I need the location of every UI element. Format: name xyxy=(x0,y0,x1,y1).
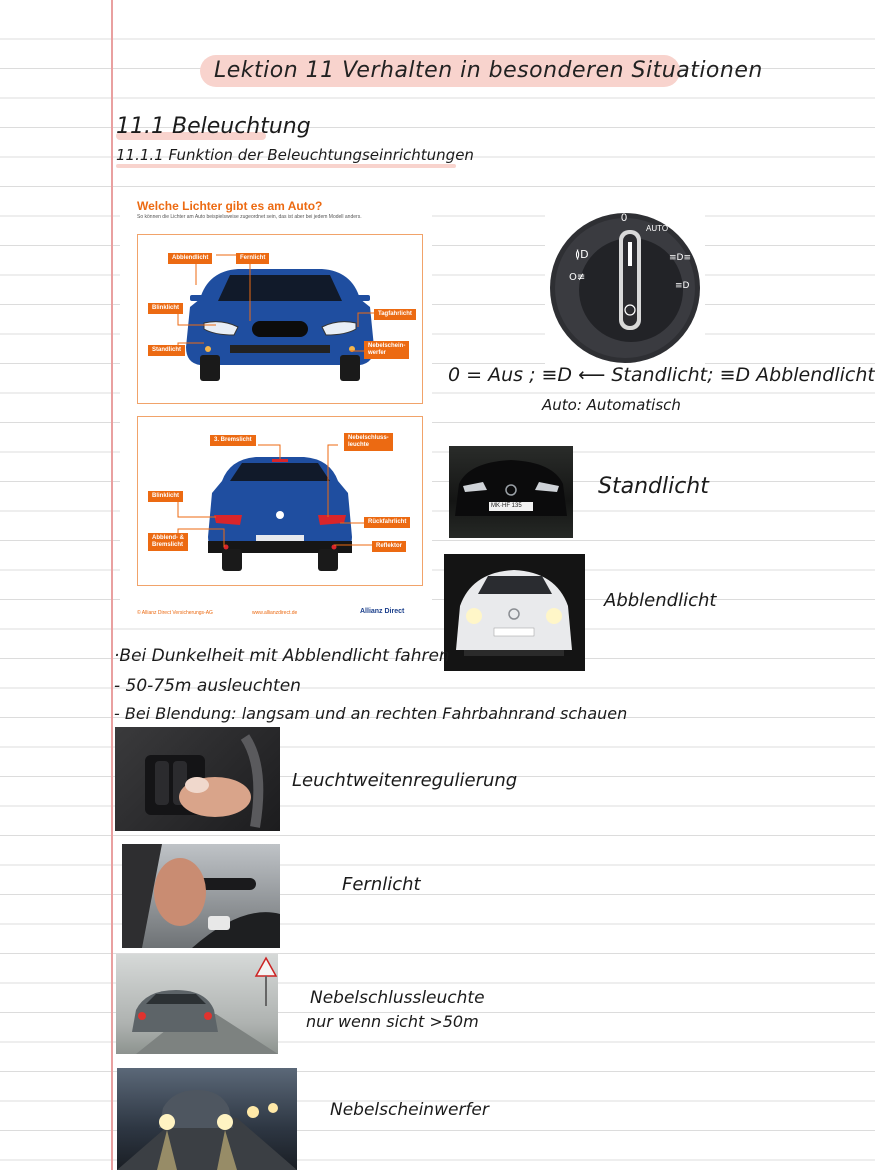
nebelschluss-car-image xyxy=(116,954,278,1054)
tag-tagfahrlicht: Tagfahrlicht xyxy=(374,309,416,320)
allianz-logo: Allianz Direct xyxy=(360,608,405,615)
standlicht-note: Standlicht xyxy=(598,474,709,499)
note-bullet-dunkelheit: ·Bei Dunkelheit mit Abblendlicht fahren xyxy=(114,646,450,666)
infographic-copyright: © Allianz Direct Versicherungs-AG xyxy=(137,610,213,616)
tag-fernlicht: Fernlicht xyxy=(236,253,269,264)
fernlicht-note: Fernlicht xyxy=(342,874,421,895)
standlicht-photo xyxy=(449,446,573,538)
rear-fog-icon: O≢ xyxy=(569,272,586,283)
tag-rueckfahrlicht: Rückfahrlicht xyxy=(364,517,410,528)
fernlicht-stalk-image xyxy=(122,844,280,948)
tag-blinklicht-rear: Blinklicht xyxy=(148,491,183,502)
abblendlicht-car-image xyxy=(444,554,585,671)
tag-nebelscheinwerfer xyxy=(364,341,409,359)
standlicht-car-image xyxy=(449,446,573,538)
switch-legend-note: 0 = Aus ; ≡D ⟵ Standlicht; ≡D Abblendlicht xyxy=(448,364,875,386)
tag-nebelscheinwerfer-line2: werfer xyxy=(368,350,387,356)
leuchtweite-switch-image xyxy=(115,727,280,831)
parking-light-icon: ≡D≡ xyxy=(669,253,692,263)
leuchtweite-note: Leuchtweitenregulierung xyxy=(292,770,518,791)
light-switch-dial xyxy=(545,208,705,368)
tag-bremslicht: 3. Bremslicht xyxy=(210,435,256,446)
nebelscheinwerfer-photo xyxy=(117,1068,297,1170)
lights-infographic xyxy=(120,190,432,622)
section-heading: 11.1 Beleuchtung xyxy=(116,114,311,139)
page-title: Lektion 11 Verhalten in besonderen Situationen xyxy=(214,58,763,83)
tag-abblendlicht: Abblendlicht xyxy=(168,253,212,264)
tag-abblend-bremslicht xyxy=(148,533,188,551)
tag-abblend-brems-line1: Abblend- & xyxy=(152,535,184,541)
infographic-title: Welche Lichter gibt es am Auto? xyxy=(137,199,323,213)
tag-standlicht: Standlicht xyxy=(148,345,185,356)
tag-reflektor: Reflektor xyxy=(372,541,406,552)
leuchtweite-photo xyxy=(115,727,280,831)
infographic-subtitle: So können die Lichter am Auto beispielsweise zugeordnet sein, das ist aber bei jedem Modell anders. xyxy=(137,214,362,220)
subsection-highlight xyxy=(116,164,456,168)
fernlicht-photo xyxy=(122,844,280,948)
subsection-heading: 11.1.1 Funktion der Beleuchtungseinrichtungen xyxy=(116,146,474,164)
front-car-panel xyxy=(137,234,423,404)
nebelschluss-photo xyxy=(116,954,278,1054)
light-switch-photo xyxy=(545,208,705,368)
front-fog-icon: ≬D xyxy=(575,248,589,261)
tag-blinklicht-front: Blinklicht xyxy=(148,303,183,314)
tag-nebelscheinwerfer-line1: Nebelschein- xyxy=(368,343,406,349)
tag-nebelschluss-line2: leuchte xyxy=(348,442,370,448)
tag-abblend-brems-line2: Bremslicht xyxy=(152,542,184,548)
auto-note: Auto: Automatisch xyxy=(542,396,681,414)
switch-zero-label: 0 xyxy=(621,212,628,224)
abblendlicht-photo xyxy=(444,554,585,671)
switch-auto-label: AUTO xyxy=(646,224,669,233)
nebelscheinwerfer-car-image xyxy=(117,1068,297,1170)
nebelschluss-note: Nebelschlussleuchte xyxy=(310,988,485,1008)
license-plate: MK·HF 135 xyxy=(491,503,522,509)
infographic-url: www.allianzdirect.de xyxy=(252,610,298,616)
rear-car-panel xyxy=(137,416,423,586)
note-bullet-ausleuchten: - 50-75m ausleuchten xyxy=(114,676,301,696)
tag-nebelschlussleuchte xyxy=(344,433,393,451)
page-margin-line xyxy=(111,0,113,1170)
nebelschluss-condition-note: nur wenn sicht >50m xyxy=(306,1012,479,1031)
abblendlicht-note: Abblendlicht xyxy=(604,590,717,611)
low-beam-icon: ≡D xyxy=(675,281,690,291)
tag-nebelschluss-line1: Nebelschluss- xyxy=(348,435,389,441)
nebelscheinwerfer-note: Nebelscheinwerfer xyxy=(330,1100,489,1120)
note-bullet-blendung: - Bei Blendung: langsam und an rechten Fahrbahnrand schauen xyxy=(114,704,628,723)
rear-car-icon xyxy=(208,457,352,571)
